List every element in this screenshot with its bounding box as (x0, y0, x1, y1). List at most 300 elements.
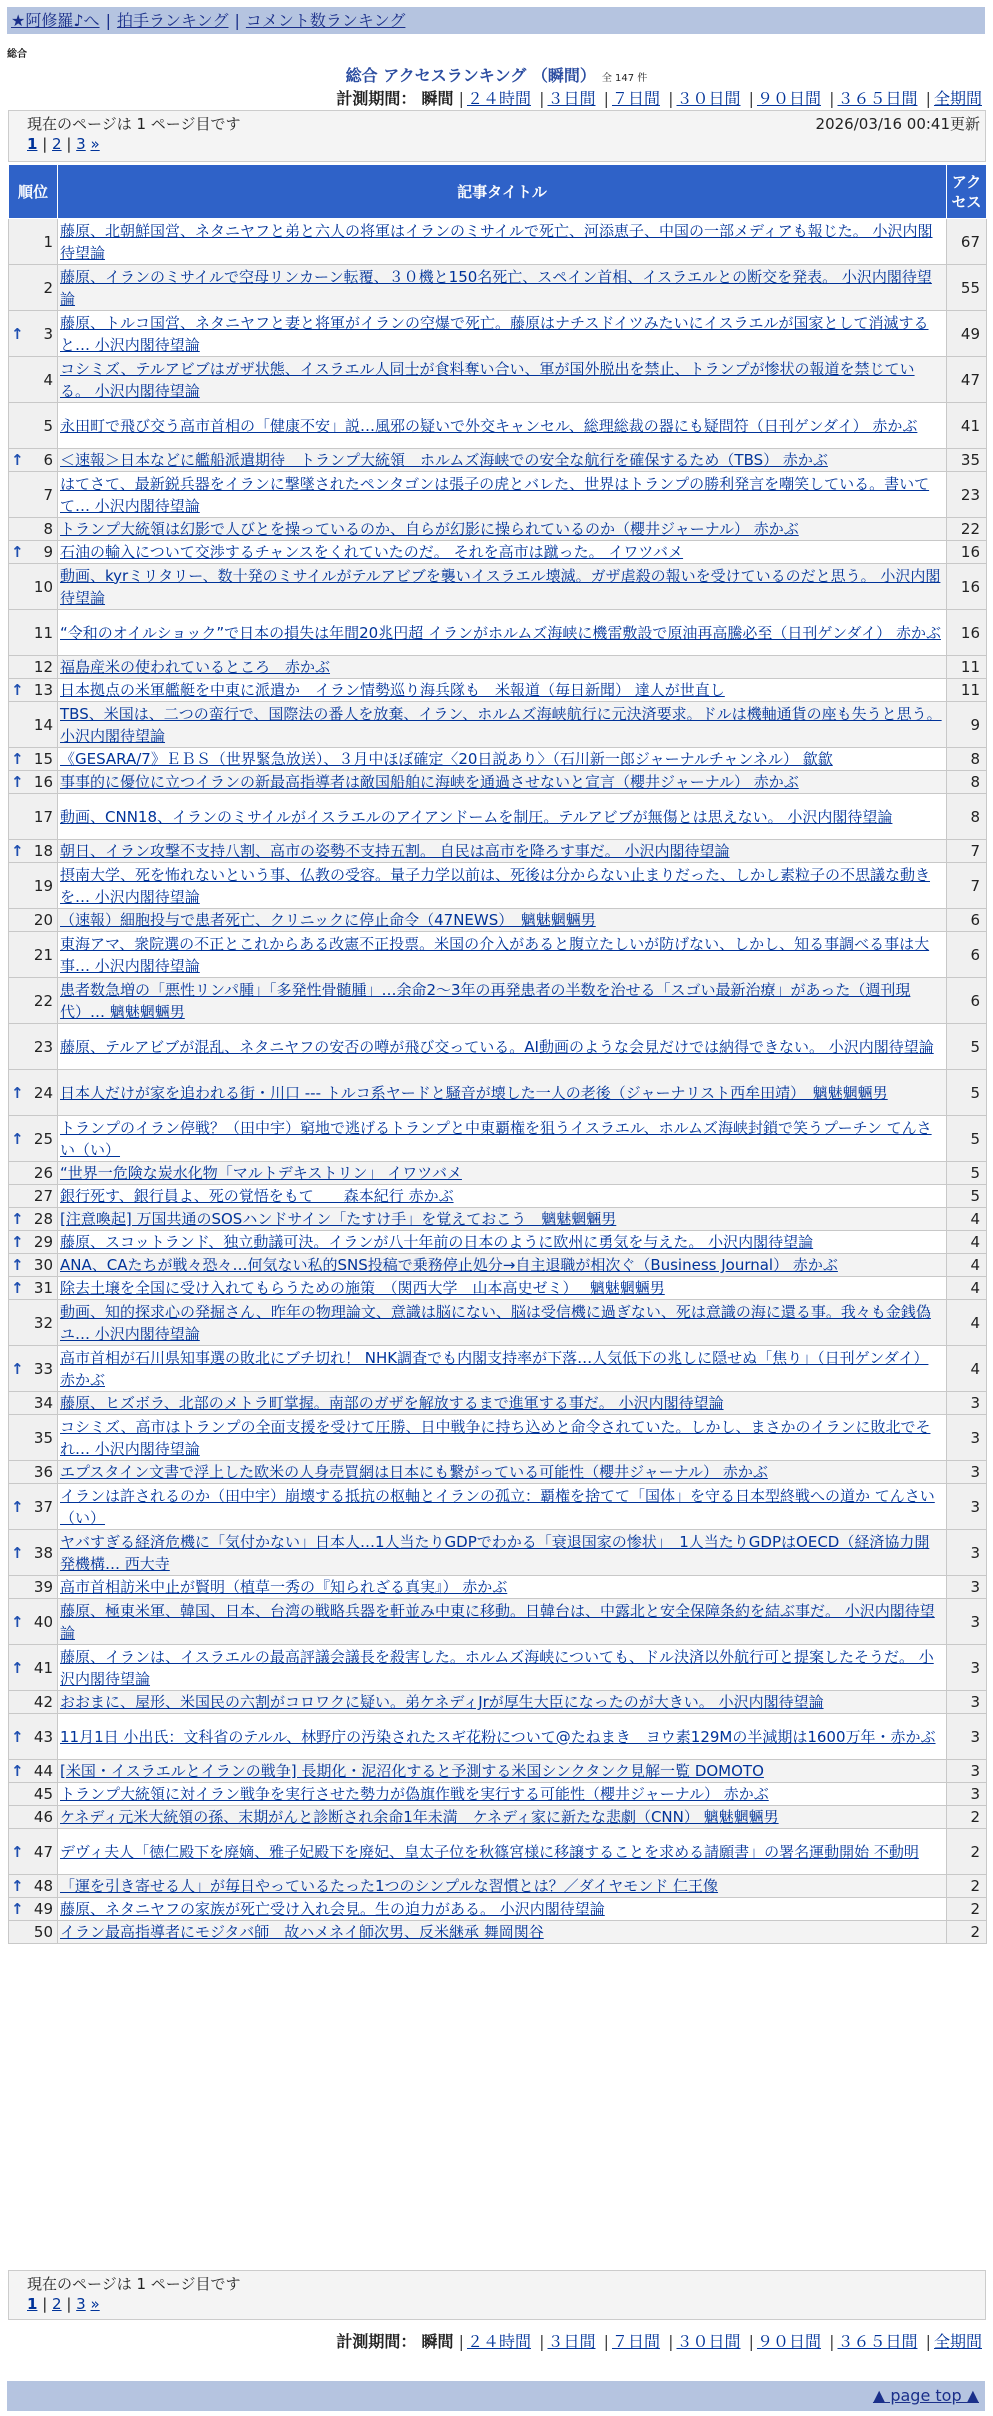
rank-number: 39 (33, 1578, 53, 1596)
access-count: 3 (947, 1392, 987, 1415)
rank-cell (9, 1576, 58, 1599)
ranking-table (8, 164, 987, 1944)
article-title-link[interactable]: 日本拠点の米軍艦艇を中東に派遣か イラン情勢巡り海兵隊も 米報道（毎日新聞） 達人が世直し (60, 681, 725, 699)
title-cell (58, 564, 947, 610)
access-count: 4 (947, 1300, 987, 1346)
rank-number: 14 (33, 715, 53, 734)
rank-number: 3 (43, 324, 53, 343)
period-link-all[interactable]: 全期間 (933, 2332, 982, 2351)
title-cell (58, 1829, 947, 1875)
access-count: 3 (947, 1530, 987, 1576)
page-info-top (8, 110, 986, 162)
rank-cell (9, 449, 58, 472)
pager-page-2[interactable]: 2 (52, 2295, 62, 2313)
title-cell (58, 1645, 947, 1691)
access-count: 16 (947, 610, 987, 656)
rank-cell (9, 679, 58, 702)
rank-cell (9, 1806, 58, 1829)
title-cell (58, 702, 947, 748)
article-title-link[interactable]: 福島産米の使われているところ 赤かぶ (60, 658, 331, 676)
access-count: 8 (947, 748, 987, 771)
rank-number: 7 (43, 485, 53, 504)
rank-cell (9, 1760, 58, 1783)
access-count: 7 (947, 863, 987, 909)
rank-number: 35 (33, 1428, 53, 1447)
total-count: 全 147 件 (601, 73, 648, 84)
up-arrow-icon: ↑ (11, 773, 24, 791)
title-cell (58, 1254, 947, 1277)
table-row (9, 863, 987, 909)
table-row (9, 1231, 987, 1254)
up-arrow-icon: ↑ (11, 1083, 24, 1102)
bottom-bar (7, 2381, 985, 2411)
rank-number: 37 (33, 1497, 53, 1516)
period-link-30d[interactable]: ３０日間 (676, 2332, 741, 2351)
article-title-link[interactable]: はてさて、最新鋭兵器をイランに撃墜されたペンタゴンは張子の虎とバレた、世界はトランプの勝利発言を嘲笑している。書いてて… 小沢内閣待望論 (60, 474, 930, 515)
rank-number: 13 (33, 681, 53, 699)
access-count: 4 (947, 1277, 987, 1300)
title-cell (58, 403, 947, 449)
access-count: 5 (947, 1116, 987, 1162)
title-cell (58, 748, 947, 771)
rank-cell (9, 1024, 58, 1070)
title-cell (58, 656, 947, 679)
current-page-text: 現在のページは 1 ページ目です (27, 115, 241, 133)
article-title-link[interactable]: 藤原、スコットランド、独立動議可決。イランが八十年前の日本のように欧州に勇気を与えた。 小沢内閣待望論 (60, 1233, 814, 1251)
updated-timestamp: 2026/03/16 00:41更新 (815, 115, 980, 133)
article-title-link[interactable]: 高市首相訪米中止が賢明（植草一秀の『知られざる真実』） 赤かぶ (60, 1578, 508, 1596)
title-cell (58, 1070, 947, 1116)
table-row (9, 1530, 987, 1576)
nav-link-comment-ranking[interactable]: コメント数ランキング (245, 11, 406, 30)
rank-cell (9, 403, 58, 449)
table-row (9, 840, 987, 863)
article-title-link[interactable]: 永田町で飛び交う高市首相の「健康不安」説…風邪の疑いで外交キャンセル、総理総裁の器にも疑問符（日刊ゲンダイ） 赤かぶ (60, 416, 918, 435)
access-count: 5 (947, 1070, 987, 1116)
access-count: 3 (947, 1461, 987, 1484)
article-title-link[interactable]: 藤原、イランは、イスラエルの最高評議会議長を殺害した。ホルムズ海峡についても、ドル決済以外航行可と提案したそうだ。 小沢内閣待望論 (60, 1647, 934, 1688)
title-cell (58, 1461, 947, 1484)
rank-number: 9 (43, 543, 53, 561)
article-title-link[interactable]: “令和のオイルショック”で日本の損失は年間20兆円超 イランがホルムズ海峡に機雷敷設で原油再高騰必至（日刊ゲンダイ） 赤かぶ (60, 623, 941, 642)
period-link-365d[interactable]: ３６５日間 (837, 89, 918, 108)
up-arrow-icon: ↑ (11, 1233, 24, 1251)
article-title-link[interactable]: 11月1日 小出氏：文科省のテルル、林野庁の汚染されたスギ花粉について@たねまき ヨウ素129Mの半減期は1600万年・赤かぶ (60, 1727, 936, 1746)
table-row (9, 1829, 987, 1875)
title-cell (58, 449, 947, 472)
table-row (9, 1208, 987, 1231)
rank-cell (9, 1070, 58, 1116)
article-title-link[interactable]: 「運を引き寄せる人」が毎日やっているたった1つのシンプルな習慣とは？／ダイヤモンド 仁王像 (60, 1877, 719, 1895)
period-link-all[interactable]: 全期間 (933, 89, 982, 108)
table-header-row (9, 165, 987, 219)
rank-cell (9, 1346, 58, 1392)
top-navigation-bar (7, 7, 985, 34)
article-title-link[interactable]: おおまに、屋形、米国民の六割がコロワクに疑い。弟ケネディJrが厚生大臣になったのが大きい。 小沢内閣待望論 (60, 1693, 824, 1711)
page-top-link[interactable]: ▲ page top ▲ (872, 2386, 979, 2405)
title-cell (58, 1277, 947, 1300)
rank-number: 2 (43, 278, 53, 297)
access-count: 2 (947, 1921, 987, 1944)
title-cell (58, 1691, 947, 1714)
rank-cell (9, 1162, 58, 1185)
rank-number: 17 (33, 807, 53, 826)
access-count: 3 (947, 1783, 987, 1806)
pager-page-3[interactable]: 3 (76, 2295, 86, 2313)
rank-number: 38 (33, 1543, 53, 1562)
title-cell (58, 840, 947, 863)
table-row (9, 1714, 987, 1760)
rank-cell (9, 1921, 58, 1944)
article-title-link[interactable]: 藤原、トルコ国営、ネタニヤフと妻と将軍がイランの空爆で死亡。藤原はナチスドイツみたいにイスラエルが国家として消滅すると… 小沢内閣待望論 (60, 313, 929, 354)
access-count: 35 (947, 449, 987, 472)
access-count: 16 (947, 564, 987, 610)
access-count: 6 (947, 909, 987, 932)
article-title-link[interactable]: 石油の輸入について交渉するチャンスをくれていたのだ。 それを高市は蹴った。 イワツバメ (60, 543, 684, 561)
article-title-link[interactable]: 藤原、ネタニヤフの家族が死亡受け入れ会見。生の迫力がある。 小沢内閣待望論 (60, 1900, 605, 1918)
article-title-link[interactable]: 除去土壌を全国に受け入れてもらうための施策 （関西大学 山本高史ゼミ） 魑魅魍魎男 (60, 1279, 665, 1297)
up-arrow-icon: ↑ (11, 451, 24, 469)
period-current: 瞬間 (421, 89, 454, 108)
rank-number: 43 (33, 1727, 53, 1746)
article-title-link[interactable]: [注意喚起] 万国共通のSOSハンドサイン「たすけ手」を覚えておこう 魑魅魍魎男 (60, 1210, 617, 1228)
rank-number: 33 (33, 1359, 53, 1378)
article-title-link[interactable]: デヴィ夫人「徳仁殿下を廃嫡、雅子妃殿下を廃妃、皇太子位を秋篠宮様に移譲することを求める請願書」の署名運動開始 不動明 (60, 1842, 919, 1861)
rank-number: 8 (43, 520, 53, 538)
article-title-link[interactable]: イランは許されるのか（田中宇）崩壊する抵抗の枢軸とイランの孤立：覇権を捨てて「国体」を守る日本型終戦への道か てんさい（い） (60, 1486, 935, 1527)
article-title-link[interactable]: （速報）細胞投与で患者死亡、クリニックに停止命令（47NEWS） 魑魅魍魎男 (60, 911, 596, 929)
rank-cell (9, 265, 58, 311)
period-link-90d[interactable]: ９０日間 (756, 89, 821, 108)
title-cell (58, 311, 947, 357)
article-title-link[interactable]: 日本人だけが家を追われる街・川口 --- トルコ系ヤードと騒音が壊した一人の老後（ジャーナリスト西牟田靖） 魑魅魍魎男 (60, 1083, 888, 1102)
rank-cell (9, 1254, 58, 1277)
rank-cell (9, 1898, 58, 1921)
article-title-link[interactable]: 《GESARA/7》ＥＢＳ（世界緊急放送）、３月中ほぼ確定〈20日説あり〉（石川新一郎ジャーナルチャンネル） 歙歙 (60, 750, 833, 768)
rank-number: 29 (33, 1233, 53, 1251)
title-cell (58, 1415, 947, 1461)
rank-number: 20 (33, 911, 53, 929)
rank-number: 10 (33, 577, 53, 596)
table-row (9, 564, 987, 610)
rank-cell (9, 1300, 58, 1346)
rank-cell (9, 1691, 58, 1714)
access-count: 49 (947, 311, 987, 357)
article-title-link[interactable]: トランプ大統領は幻影で人びとを操っているのか、自らが幻影に操られているのか（櫻井ジャーナル） 赤かぶ (60, 520, 799, 538)
period-selector-bottom: 計測期間： 瞬間 | ２４時間 | ３日間 | ７日間 | ３０日間 | ９０日間 | ３６５日間 | 全期間 (336, 2332, 982, 2351)
table-row (9, 1024, 987, 1070)
table-row (9, 610, 987, 656)
nav-separator: | (234, 11, 240, 30)
up-arrow-icon: ↑ (11, 324, 24, 343)
rank-cell (9, 518, 58, 541)
rank-cell (9, 1714, 58, 1760)
rank-cell (9, 771, 58, 794)
nav-link-asyura[interactable]: ★阿修羅♪へ (11, 11, 100, 30)
table-row (9, 1185, 987, 1208)
title-cell (58, 978, 947, 1024)
access-count: 55 (947, 265, 987, 311)
up-arrow-icon: ↑ (11, 681, 24, 699)
access-count: 11 (947, 656, 987, 679)
rank-number: 44 (33, 1762, 53, 1780)
article-title-link[interactable]: [米国・イスラエルとイランの戦争] 長期化・泥沼化すると予測する米国シンクタンク見解一覧 DOMOTO (60, 1762, 764, 1780)
rank-number: 22 (33, 991, 53, 1010)
table-row (9, 1921, 987, 1944)
title-cell (58, 1392, 947, 1415)
table-row (9, 1070, 987, 1116)
access-count: 3 (947, 1760, 987, 1783)
article-title-link[interactable]: エプスタイン文書で浮上した欧米の人身売買網は日本にも繋がっている可能性（櫻井ジャーナル） 赤かぶ (60, 1463, 768, 1481)
rank-cell (9, 1231, 58, 1254)
rank-number: 24 (33, 1083, 53, 1102)
table-row (9, 219, 987, 265)
title-cell (58, 1300, 947, 1346)
up-arrow-icon: ↑ (11, 1900, 24, 1918)
rank-number: 4 (43, 370, 53, 389)
pager-next[interactable]: » (90, 135, 100, 153)
pager-page-current[interactable]: 1 (27, 135, 38, 153)
rank-number: 5 (43, 416, 53, 435)
title-cell (58, 1484, 947, 1530)
article-title-link[interactable]: 藤原、ヒズボラ、北部のメトラ町掌握。南部のガザを解放するまで進軍する事だ。 小沢内閣待望論 (60, 1394, 724, 1412)
title-cell (58, 1806, 947, 1829)
up-arrow-icon: ↑ (11, 1612, 24, 1631)
pager-next[interactable]: » (90, 2295, 100, 2313)
rank-cell (9, 1277, 58, 1300)
rank-cell (9, 357, 58, 403)
access-count: 11 (947, 679, 987, 702)
article-title-link[interactable]: 銀行死す、銀行員よ、死の覚悟をもて 森本紀行 赤かぶ (60, 1187, 454, 1205)
page-info-bottom (8, 2270, 986, 2320)
rank-number: 19 (33, 876, 53, 895)
table-row (9, 1415, 987, 1461)
rank-cell (9, 702, 58, 748)
rank-number: 42 (33, 1693, 53, 1711)
rank-cell (9, 1530, 58, 1576)
access-count: 3 (947, 1415, 987, 1461)
access-count: 3 (947, 1599, 987, 1645)
rank-cell (9, 1484, 58, 1530)
pager-page-current[interactable]: 1 (27, 2295, 38, 2313)
rank-cell (9, 610, 58, 656)
title-cell (58, 357, 947, 403)
title-cell (58, 1346, 947, 1392)
access-count: 3 (947, 1714, 987, 1760)
article-title-link[interactable]: ＜速報＞日本などに艦船派遣期待 トランプ大統領 ホルムズ海峡での安全な航行を確保するため（TBS） 赤かぶ (60, 451, 828, 469)
pager-top: 1 | 2 | 3 » (27, 135, 100, 153)
access-count: 8 (947, 771, 987, 794)
rank-number: 12 (33, 658, 53, 676)
rank-number: 23 (33, 1037, 53, 1056)
period-link-7d[interactable]: ７日間 (611, 89, 660, 108)
rank-number: 18 (33, 842, 53, 860)
title-cell (58, 1185, 947, 1208)
article-title-link[interactable]: 事事的に優位に立つイランの新最高指導者は敵国船舶に海峡を通過させないと宣言（櫻井ジャーナル） 赤かぶ (60, 773, 799, 791)
up-arrow-icon: ↑ (11, 1279, 24, 1297)
up-arrow-icon: ↑ (11, 1877, 24, 1895)
access-count: 6 (947, 932, 987, 978)
rank-cell (9, 311, 58, 357)
period-link-3d[interactable]: ３日間 (547, 89, 596, 108)
period-link-365d[interactable]: ３６５日間 (837, 2332, 918, 2351)
access-count: 2 (947, 1806, 987, 1829)
rank-cell (9, 909, 58, 932)
article-title-link[interactable]: 朝日、イラン攻撃不支持八割、高市の姿勢不支持五割。 自民は高市を降ろす事だ。 小沢内閣待望論 (60, 842, 730, 860)
period-label: 計測期間： (336, 2332, 417, 2351)
rank-cell (9, 932, 58, 978)
access-count: 8 (947, 794, 987, 840)
article-title-link[interactable]: “世界一危険な炭水化物「マルトデキストリン」 イワツバメ (60, 1164, 462, 1182)
table-row (9, 1392, 987, 1415)
article-title-link[interactable]: 動画、CNN18、イランのミサイルがイスラエルのアイアンドームを制圧。テルアビブが無傷とは思えない。 小沢内閣待望論 (60, 807, 893, 826)
rank-number: 48 (33, 1877, 53, 1895)
access-count: 22 (947, 518, 987, 541)
access-count: 2 (947, 1898, 987, 1921)
access-count: 3 (947, 1576, 987, 1599)
period-link-24h[interactable]: ２４時間 (466, 2332, 531, 2351)
table-row (9, 932, 987, 978)
access-count: 67 (947, 219, 987, 265)
access-count: 4 (947, 1231, 987, 1254)
access-count: 3 (947, 1645, 987, 1691)
access-count: 4 (947, 1254, 987, 1277)
rank-cell (9, 1461, 58, 1484)
page-title: 総合 アクセスランキング （瞬間） (345, 66, 596, 85)
title-cell (58, 909, 947, 932)
article-title-link[interactable]: コシミズ、高市はトランプの全面支援を受けて圧勝、日中戦争に持ち込めと命令されていた。しかし、まさかのイランに敗北でそれ… 小沢内閣待望論 (60, 1417, 931, 1458)
article-title-link[interactable]: トランプのイラン停戦？（田中宇）窮地で逃げるトランプと中東覇権を狙うイスラエル、ホルムズ海峡封鎖で笑うプーチン てんさい（い） (60, 1118, 932, 1159)
title-cell (58, 1116, 947, 1162)
table-row (9, 1806, 987, 1829)
up-arrow-icon: ↑ (11, 543, 24, 561)
access-count: 47 (947, 357, 987, 403)
rank-cell (9, 1392, 58, 1415)
article-title-link[interactable]: ケネディ元米大統領の孫、末期がんと診断され余命1年未満 ケネディ家に新たな悲劇（CNN） 魑魅魍魎男 (60, 1808, 779, 1826)
pager-page-3[interactable]: 3 (76, 135, 86, 153)
article-title-link[interactable]: 東海アマ、衆院選の不正とこれからある改憲不正投票。米国の介入があると腹立たしいが防げない、しかし、知る事調べる事は大事… 小沢内閣待望論 (60, 934, 930, 975)
table-row (9, 1691, 987, 1714)
article-title-link[interactable]: 動画、知的探求心の発掘さん、昨年の物理論文、意識は脳にない、脳は受信機に過ぎない、死は意識の海に還る事。我々も金銭偽ユ… 小沢内閣待望論 (60, 1302, 931, 1343)
title-cell (58, 1576, 947, 1599)
article-title-link[interactable]: 藤原、イランのミサイルで空母リンカーン転覆、３０機と150名死亡、スペイン首相、イスラエルとの断交を発表。 小沢内閣待望論 (60, 267, 932, 308)
table-row (9, 1783, 987, 1806)
article-title-link[interactable]: 藤原、テルアビブが混乱、ネタニヤフの安否の噂が飛び交っている。AI動画のような会見だけでは納得できない。 小沢内閣待望論 (60, 1037, 934, 1056)
table-row (9, 1116, 987, 1162)
title-cell (58, 265, 947, 311)
rank-cell (9, 1783, 58, 1806)
title-cell (58, 518, 947, 541)
period-link-3d[interactable]: ３日間 (547, 2332, 596, 2351)
article-title-link[interactable]: コシミズ、テルアビブはガザ状態、イスラエル人同士が食料奪い合い、軍が国外脱出を禁止、トランプが惨状の報道を禁じている。 小沢内閣待望論 (60, 359, 915, 400)
article-title-link[interactable]: 摂南大学、死を怖れないという事、仏教の受容。量子力学以前は、死後は分からない止まりだった、しかし素粒子の不思議な動きを… 小沢内閣待望論 (60, 865, 931, 906)
title-cell (58, 1231, 947, 1254)
up-arrow-icon: ↑ (11, 1543, 24, 1562)
rank-cell (9, 794, 58, 840)
title-cell (58, 771, 947, 794)
article-title-link[interactable]: 患者数急増の「悪性リンパ腫」「多発性骨髄腫」…余命2〜3年の再発患者の半数を治せる「スゴい最新治療」があった（週刊現代）… 魑魅魍魎男 (60, 980, 911, 1021)
access-count: 9 (947, 702, 987, 748)
article-title-link[interactable]: ヤバすぎる経済危機に「気付かない」日本人…1人当たりGDPでわかる「衰退国家の惨状」 1人当たりGDPはOECD（経済協力開発機構… 西大寺 (60, 1532, 930, 1573)
rank-cell (9, 748, 58, 771)
table-row (9, 311, 987, 357)
article-title-link[interactable]: 動画、kyrミリタリー、数十発のミサイルがテルアビブを襲いイスラエル壊滅。ガザ虐殺の報いを受けているのだと思う。 小沢内閣待望論 (60, 566, 941, 607)
period-link-7d[interactable]: ７日間 (611, 2332, 660, 2351)
title-cell (58, 1714, 947, 1760)
table-row (9, 357, 987, 403)
access-count: 4 (947, 1346, 987, 1392)
rank-number: 50 (33, 1923, 53, 1941)
table-row (9, 794, 987, 840)
article-title-link[interactable]: ANA、CAたちが戦々恐々…何気ない私的SNS投稿で乗務停止処分→自主退職が相次ぐ（Business Journal） 赤かぶ (60, 1256, 838, 1274)
rank-number: 41 (33, 1658, 53, 1677)
rank-cell (9, 1829, 58, 1875)
access-count: 16 (947, 541, 987, 564)
rank-cell (9, 541, 58, 564)
table-row (9, 449, 987, 472)
up-arrow-icon: ↑ (11, 1497, 24, 1516)
table-row (9, 1645, 987, 1691)
article-title-link[interactable]: 藤原、極東米軍、韓国、日本、台湾の戦略兵器を軒並み中東に移動。日韓台は、中露北と安全保障条約を結ぶ事だ。 小沢内閣待望論 (60, 1601, 935, 1642)
table-row (9, 1760, 987, 1783)
title-cell (58, 472, 947, 518)
col-access-header: アクセス (947, 165, 987, 219)
article-title-link[interactable]: 高市首相が石川県知事選の敗北にブチ切れ！ NHK調査でも内閣支持率が下落…人気低下の兆しに隠せぬ「焦り」（日刊ゲンダイ） 赤かぶ (60, 1348, 929, 1389)
rank-number: 30 (33, 1256, 53, 1274)
rank-cell (9, 1116, 58, 1162)
rank-number: 49 (33, 1900, 53, 1918)
title-cell (58, 541, 947, 564)
rank-cell (9, 978, 58, 1024)
col-title-header: 記事タイトル (58, 165, 947, 219)
article-title-link[interactable]: 藤原、北朝鮮国営、ネタニヤフと弟と六人の将軍はイランのミサイルで死亡、河添恵子、中国の一部メディアも報じた。 小沢内閣待望論 (60, 221, 933, 262)
pager-bottom: 1 | 2 | 3 » (27, 2295, 100, 2313)
rank-number: 27 (33, 1187, 53, 1205)
table-row (9, 1576, 987, 1599)
table-row (9, 1461, 987, 1484)
up-arrow-icon: ↑ (11, 842, 24, 860)
table-row (9, 978, 987, 1024)
article-title-link[interactable]: イラン最高指導者にモジタバ師 故ハメネイ師次男、反米継承 舞岡関谷 (60, 1923, 544, 1941)
title-cell (58, 1760, 947, 1783)
period-link-90d[interactable]: ９０日間 (756, 2332, 821, 2351)
article-title-link[interactable]: トランプ大統領に対イラン戦争を実行させた勢力が偽旗作戦を実行する可能性（櫻井ジャーナル） 赤かぶ (60, 1785, 769, 1803)
title-cell (58, 1162, 947, 1185)
period-current: 瞬間 (421, 2332, 454, 2351)
access-count: 2 (947, 1875, 987, 1898)
category-tag: 総合 (7, 49, 27, 60)
access-count: 23 (947, 472, 987, 518)
nav-link-clap-ranking[interactable]: 拍手ランキング (116, 11, 229, 30)
rank-number: 36 (33, 1463, 53, 1481)
table-row (9, 1300, 987, 1346)
rank-number: 1 (43, 232, 53, 251)
rank-number: 11 (33, 623, 53, 642)
table-row (9, 702, 987, 748)
table-row (9, 656, 987, 679)
rank-number: 28 (33, 1210, 53, 1228)
rank-number: 6 (43, 451, 53, 469)
pager-page-2[interactable]: 2 (52, 135, 62, 153)
rank-cell (9, 564, 58, 610)
access-count: 3 (947, 1691, 987, 1714)
rank-number: 26 (33, 1164, 53, 1182)
title-cell (58, 1783, 947, 1806)
nav-separator: | (105, 11, 111, 30)
article-title-link[interactable]: TBS、米国は、二つの蛮行で、国際法の番人を放棄、イラン、ホルムズ海峡航行に元決済要求。ドルは機軸通貨の座も失うと思う。 小沢内閣待望論 (60, 704, 942, 745)
period-link-30d[interactable]: ３０日間 (676, 89, 741, 108)
period-link-24h[interactable]: ２４時間 (466, 89, 531, 108)
